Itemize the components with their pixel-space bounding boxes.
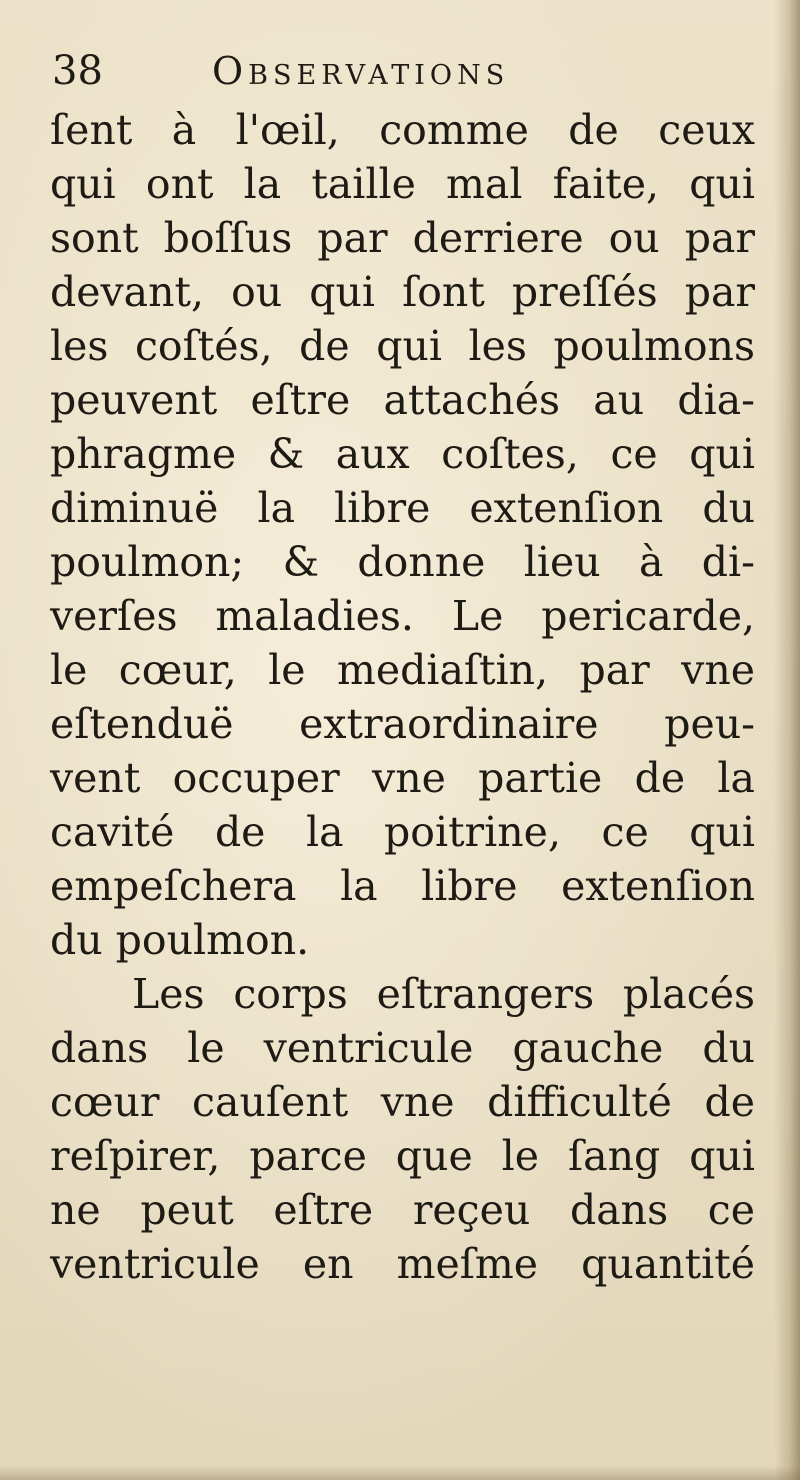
- text-line: reſpirer, parce que le ſang qui: [50, 1132, 755, 1180]
- text-line: sont boſſus par derriere ou par: [50, 214, 755, 262]
- text-line: du poulmon.: [50, 916, 310, 964]
- text-line: dans le ventricule gauche du: [50, 1024, 755, 1072]
- page-edge-shadow: [774, 0, 800, 1480]
- text-line: cœur cauſent vne difficulté de: [50, 1078, 755, 1126]
- text-line: empeſchera la libre extenſion: [50, 862, 755, 910]
- text-line: les coſtés, de qui les poulmons: [50, 322, 755, 370]
- text-line: cavité de la poitrine, ce qui: [50, 808, 755, 856]
- running-head: Observations: [212, 49, 510, 93]
- paragraph-1: [50, 103, 755, 967]
- text-line: ſent à l'œil, comme de ceux: [50, 106, 755, 154]
- page-number: 38: [52, 48, 103, 94]
- text-line: phragme & aux coſtes, ce qui: [50, 430, 755, 478]
- text-line: Les corps eſtrangers placés: [132, 970, 755, 1018]
- text-line: verſes maladies. Le pericarde,: [50, 592, 755, 640]
- paragraph-2: [50, 967, 755, 1291]
- text-line: peuvent eſtre attachés au dia-: [50, 376, 755, 424]
- text-line: vent occuper vne partie de la: [50, 754, 755, 802]
- text-line: qui ont la taille mal faite, qui: [50, 160, 755, 208]
- text-line: ne peut eſtre reçeu dans ce: [50, 1186, 755, 1234]
- page-bottom-shadow: [0, 1466, 800, 1480]
- text-line: devant, ou qui ſont preſſés par: [50, 268, 755, 316]
- text-line: poulmon; & donne lieu à di-: [50, 538, 755, 586]
- page-header: [52, 40, 692, 100]
- body-text: [50, 103, 755, 1291]
- text-line: ventricule en meſme quantité: [50, 1240, 755, 1288]
- text-line: diminuë la libre extenſion du: [50, 484, 755, 532]
- text-line: eſtenduë extraordinaire peu-: [50, 700, 755, 748]
- text-line: le cœur, le mediaſtin, par vne: [50, 646, 755, 694]
